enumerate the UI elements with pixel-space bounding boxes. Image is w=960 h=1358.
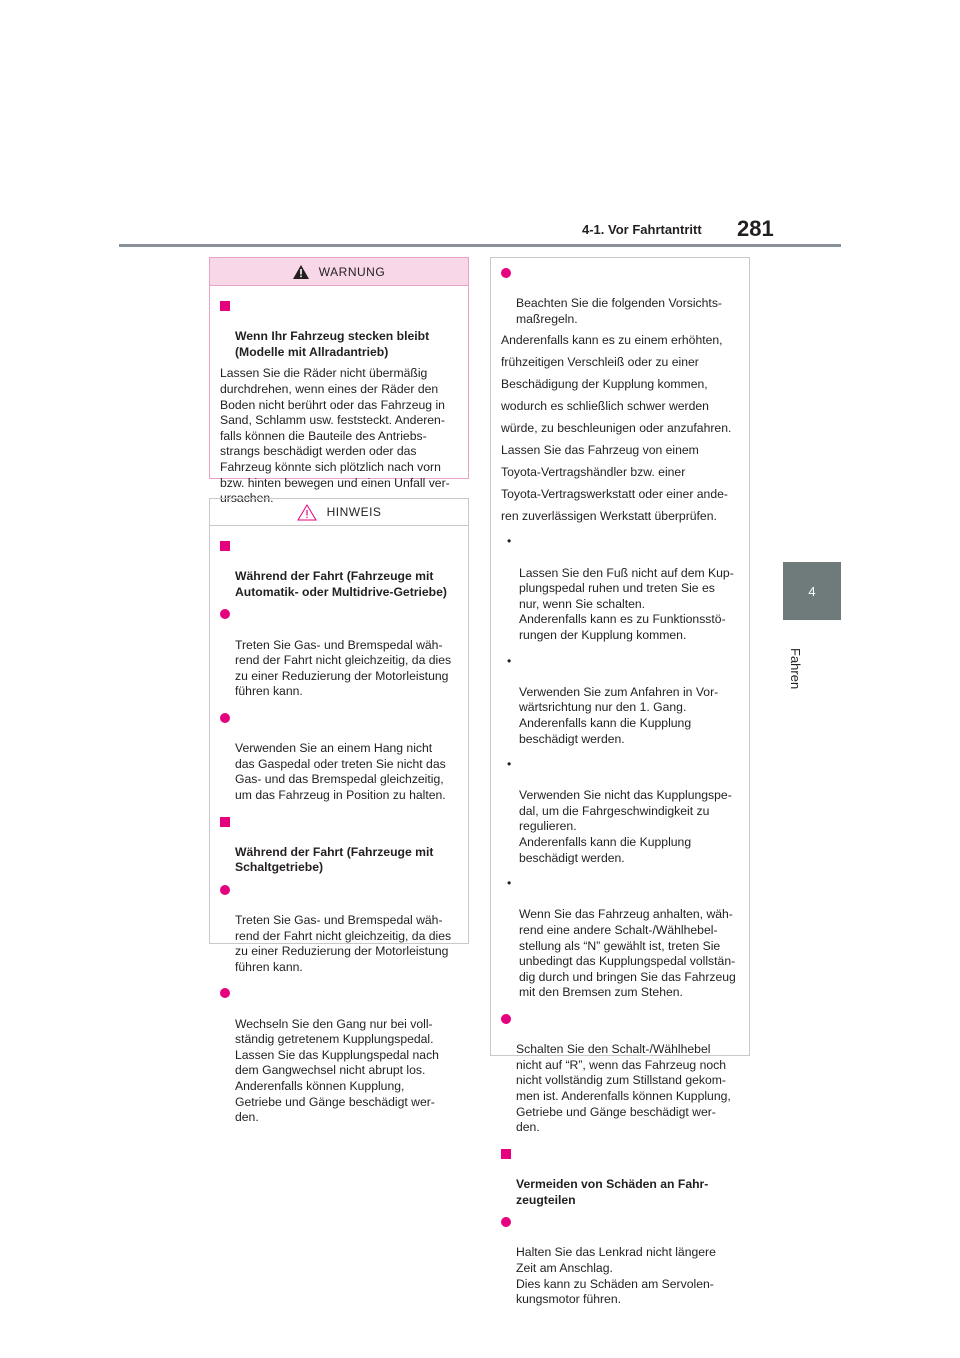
round-bullet-icon [501,1217,511,1227]
list-item: Beachten Sie die folgenden Vorsichts- maßregeln. [501,265,739,327]
list-item: Treten Sie Gas- und Bremspedal wäh- rend der Fahrt nicht gleichzeitig, da dies zu einer Reduzierung der Motorleistung führen kann. [220,882,458,976]
warning-triangle-icon [293,265,309,279]
list-item: • Verwenden Sie nicht das Kupplungspe- dal, um die Fahrgeschwindigkeit zu regulieren. Anderenfalls kann die Kupplung beschädigt werden. [507,757,732,865]
section-heading-parts: Vermeiden von Schäden an Fahr- zeugteilen [501,1146,739,1208]
header-rule [119,244,841,247]
dash-bullet-icon: • [507,876,512,891]
dash-bullet-icon: • [507,653,512,668]
square-bullet-icon [220,817,230,827]
warning-text: Lassen Sie die Räder nicht übermäßig durchdrehen, wenn eines der Räder den Boden nicht berührt oder das Fahrzeug in Sand, Schlamm usw. feststeckt. Anderen- falls können die Bauteile des Antriebs- strangs beschädigt werden oder das Fahrzeug könnte sich plötzlich nach vorn bzw. hinten bewegen und einen Unfall ver- ursachen. [220,366,450,506]
notice-heading-automatic: Während der Fahrt (Fahrzeuge mit Automatik- oder Multidrive-Getriebe) [220,538,458,600]
notice-title: HINWEIS [326,505,382,519]
warning-heading: Wenn Ihr Fahrzeug stecken bleibt (Modelle mit Allradantrieb) [220,298,458,360]
square-bullet-icon [501,1149,511,1159]
caution-triangle-icon [297,504,317,521]
notice-heading-manual: Während der Fahrt (Fahrzeuge mit Schaltgetriebe) [220,814,458,876]
chapter-number: 4 [808,583,816,599]
notice-box [209,498,469,1125]
chapter-tab [783,562,841,620]
list-item: Wechseln Sie den Gang nur bei voll- ständig getretenem Kupplungspedal. Lassen Sie das Kupplungspedal nach dem Gangwechsel nicht abrupt los. Anderenfalls können Kupplung, Getriebe und Gänge beschädigt wer- den. [220,985,458,1125]
round-bullet-icon [220,609,230,619]
dash-bullet-icon: • [507,534,512,549]
square-bullet-icon [220,541,230,551]
chapter-label: Fahren [788,648,803,690]
round-bullet-icon [501,268,511,278]
page-number: 281 [737,216,774,241]
list-item: • Wenn Sie das Fahrzeug anhalten, wäh- rend eine andere Schalt-/Wählhebel- stellung als “N” gewählt ist, treten Sie unbedingt das Kupplungspedal vollstän- dig durch und bringen Sie das Fahrzeug mit den Bremsen zum Stehen. [507,876,736,1000]
round-bullet-icon [501,1014,511,1024]
notice-header [210,499,468,526]
square-bullet-icon [220,301,230,311]
list-item: • Verwenden Sie zum Anfahren in Vor- wärtsrichtung nur den 1. Gang. Anderenfalls kann die Kupplung beschädigt werden. [507,653,719,746]
warning-title: WARNUNG [318,264,386,279]
list-item: • Lassen Sie den Fuß nicht auf dem Kup- plungspedal ruhen und treten Sie es nur, wenn Sie schalten. Anderenfalls kann es zu Funktionsstö- rungen der Kupplung kommen. [507,534,734,642]
round-bullet-icon [220,885,230,895]
section-title: 4-1. Vor Fahrtantritt [582,222,702,237]
notice-continuation-box [490,257,750,1307]
warning-header [210,258,468,286]
list-item: Halten Sie das Lenkrad nicht längere Zeit am Anschlag. Dies kann zu Schäden am Servolen- kungsmotor führen. [501,1214,739,1308]
list-item: Schalten Sie den Schalt-/Wählhebel nicht auf “R”, wenn das Fahrzeug noch nicht vollständig zum Stillstand gekom- men ist. Anderenfalls können Kupplung, Getriebe und Gänge beschädigt wer- den. [501,1011,739,1136]
workshop-paragraph: Lassen Sie das Fahrzeug von einem Toyota-Vertragshändler bzw. einer Toyota-Vertragswerkstatt oder einer ande- ren zuverlässigen Werkstatt überprüfen. [501,443,728,524]
round-bullet-icon [220,713,230,723]
warning-box [209,257,469,506]
consequence-paragraph: Anderenfalls kann es zu einem erhöhten, frühzeitigen Verschleiß oder zu einer Beschädigung der Kupplung kommen, wodurch es schließlich schwer werden würde, zu beschleunigen oder anzufahren. [501,333,732,436]
list-item: Verwenden Sie an einem Hang nicht das Gaspedal oder treten Sie nicht das Gas- und das Bremspedal gleichzeitig, um das Fahrzeug in Position zu halten. [220,710,458,804]
list-item: Treten Sie Gas- und Bremspedal wäh- rend der Fahrt nicht gleichzeitig, da dies zu einer Reduzierung der Motorleistung führen kann. [220,606,458,700]
dash-bullet-icon: • [507,757,512,772]
round-bullet-icon [220,988,230,998]
